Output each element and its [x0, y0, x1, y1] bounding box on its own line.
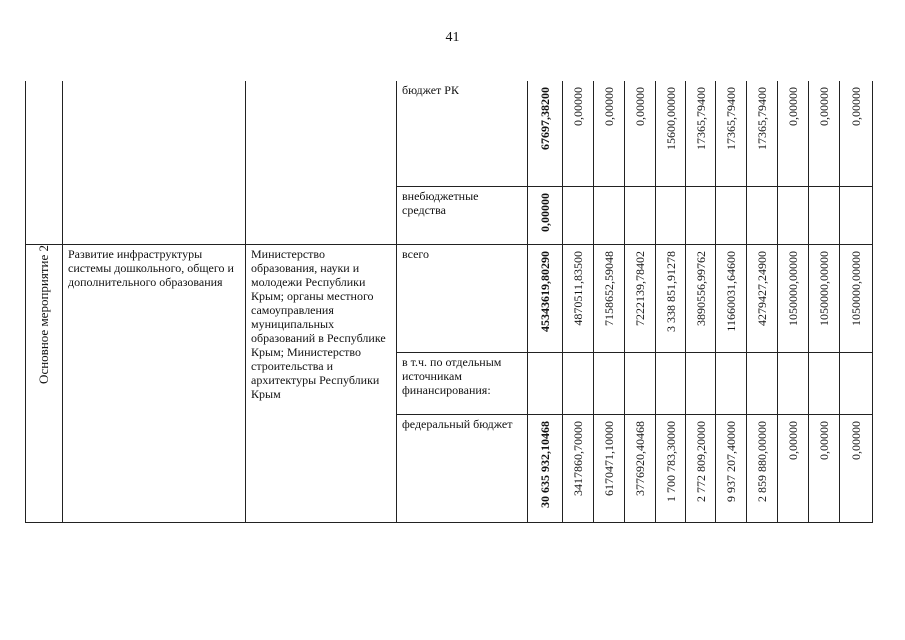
table-row: [26, 244, 873, 352]
value-cell: 0,00000: [778, 81, 809, 186]
executors-cell: [246, 244, 397, 522]
total-cell: 0,00000: [528, 186, 563, 244]
value-cell: [716, 186, 747, 244]
value-cell: [716, 352, 747, 414]
value-cell: 0,00000: [809, 414, 840, 522]
value-cell: 17365,79400: [716, 81, 747, 186]
table-row: [26, 81, 873, 186]
value-cell: [747, 186, 778, 244]
value-cell: 3776920,40468: [625, 414, 656, 522]
value-cell: [747, 352, 778, 414]
value-cell: 2 859 880,00000: [747, 414, 778, 522]
value-cell: 9 937 207,40000: [716, 414, 747, 522]
value-cell: [686, 186, 716, 244]
value-cell: 7158652,59048: [594, 244, 625, 352]
value-cell: 0,00000: [625, 81, 656, 186]
value-cell: [625, 352, 656, 414]
total-cell: 45343619,80290: [528, 244, 563, 352]
activity-label: Основное мероприятие 2: [36, 244, 51, 384]
value-cell: [656, 352, 686, 414]
value-cell: 3417860,70000: [563, 414, 594, 522]
executors: Министерство образования, науки и молодежи Республики Крым; органы местного самоуправления муниципальных образований в Республике Крым; Министерство строительства и архитектуры Республики Крым: [251, 246, 386, 401]
value-cell: [563, 352, 594, 414]
value-cell: 7222139,78402: [625, 244, 656, 352]
value-cell: 3890556,99762: [686, 244, 716, 352]
activity-name: Развитие инфраструктуры системы дошкольного, общего и дополнительного образования: [68, 246, 234, 289]
value-cell: [778, 352, 809, 414]
value-cell: 17365,79400: [686, 81, 716, 186]
total-cell: 67697,38200: [528, 81, 563, 186]
value-cell: [686, 352, 716, 414]
source-cell: федеральный бюджет: [397, 414, 528, 522]
value-cell: 6170471,10000: [594, 414, 625, 522]
value-cell: 0,00000: [840, 414, 873, 522]
page-number: 41: [445, 30, 460, 45]
total-cell: [528, 352, 563, 414]
source-cell: в т.ч. по отдельным источникам финансирования:: [397, 352, 528, 414]
source-cell: бюджет РК: [397, 81, 528, 186]
value-cell: 3 338 851,91278: [656, 244, 686, 352]
value-cell: [594, 186, 625, 244]
value-cell: [594, 352, 625, 414]
value-cell: 0,00000: [840, 81, 873, 186]
value-cell: [809, 186, 840, 244]
value-cell: 4870511,83500: [563, 244, 594, 352]
total-cell: 30 635 932,10468: [528, 414, 563, 522]
value-cell: [625, 186, 656, 244]
budget-table: [25, 81, 873, 523]
value-cell: [809, 352, 840, 414]
value-cell: [563, 186, 594, 244]
empty-name-cell: [63, 81, 246, 244]
value-cell: 17365,79400: [747, 81, 778, 186]
value-cell: 0,00000: [563, 81, 594, 186]
empty-label-cell: [26, 81, 63, 244]
value-cell: [840, 352, 873, 414]
empty-executor-cell: [246, 81, 397, 244]
value-cell: 1 700 783,30000: [656, 414, 686, 522]
value-cell: 1050000,00000: [778, 244, 809, 352]
activity-name-cell: [63, 244, 246, 522]
activity-label-cell: [26, 244, 63, 522]
value-cell: [840, 186, 873, 244]
source-cell: внебюджетные средства: [397, 186, 528, 244]
value-cell: 4279427,24900: [747, 244, 778, 352]
value-cell: 0,00000: [809, 81, 840, 186]
value-cell: 0,00000: [594, 81, 625, 186]
value-cell: 0,00000: [778, 414, 809, 522]
value-cell: 1050000,00000: [809, 244, 840, 352]
value-cell: [656, 186, 686, 244]
value-cell: 15600,00000: [656, 81, 686, 186]
value-cell: 2 772 809,20000: [686, 414, 716, 522]
source-cell: всего: [397, 244, 528, 352]
value-cell: 1050000,00000: [840, 244, 873, 352]
value-cell: 11660031,64600: [716, 244, 747, 352]
value-cell: [778, 186, 809, 244]
